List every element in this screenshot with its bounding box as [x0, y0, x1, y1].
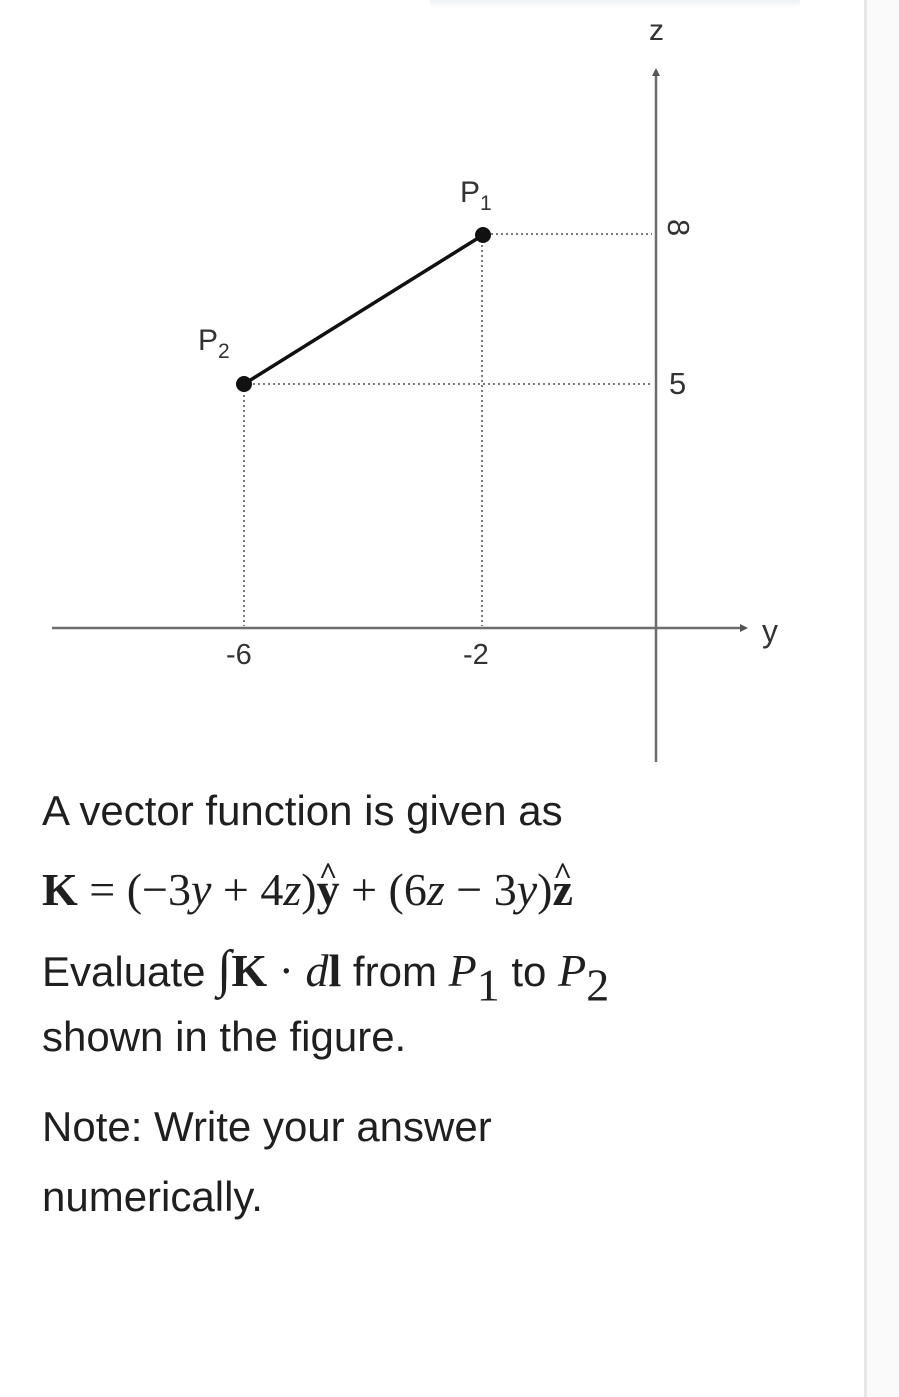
evaluate-prefix: Evaluate	[42, 948, 218, 995]
tick-z-8: 8	[661, 219, 696, 237]
eq-part3: + (6	[339, 864, 427, 915]
z-axis-label: z	[649, 14, 664, 47]
integral-dot: ·	[267, 945, 306, 996]
to-word: to	[499, 948, 559, 995]
eq-part1: = (−3	[77, 864, 191, 915]
note-line1: Note: Write your answer	[42, 1103, 492, 1150]
vector-equation	[42, 852, 842, 928]
point-p2-sub: 2	[218, 340, 230, 363]
point-p1-name: P	[460, 176, 481, 209]
eq-close1: )	[301, 864, 317, 915]
note-line2: numerically.	[42, 1173, 263, 1220]
shown-line: shown in the figure.	[42, 1013, 407, 1060]
from-word: from	[341, 948, 449, 995]
p2-symbol: P	[558, 945, 587, 996]
tick-y-neg2: -2	[463, 639, 489, 671]
eq-y1: y	[190, 864, 212, 915]
note-text	[42, 1092, 842, 1232]
integral-d: d	[305, 945, 329, 996]
integral-l: l	[328, 945, 342, 996]
y-axis-label: y	[762, 613, 778, 649]
eq-part4: − 3	[444, 864, 517, 915]
tick-z-5: 5	[669, 366, 687, 401]
dotted-guides	[244, 234, 652, 626]
eq-part2: + 4	[211, 864, 284, 915]
eq-z1: z	[283, 864, 302, 915]
point-p1-marker	[475, 227, 491, 243]
p1-subscript: 1	[476, 959, 500, 1011]
point-p2-marker	[236, 376, 252, 392]
eq-zhat: z ^	[552, 852, 572, 928]
point-p1-label	[460, 176, 492, 215]
segment-p1-p2	[244, 235, 483, 384]
tick-y-neg6: -6	[226, 639, 252, 671]
point-p2-label	[198, 324, 230, 363]
evaluate-line	[42, 932, 842, 1010]
eq-z2: z	[426, 864, 445, 915]
point-p2-name: P	[198, 324, 219, 357]
integral-sign: ∫	[217, 941, 232, 998]
p1-symbol: P	[448, 945, 477, 996]
point-p1-sub: 1	[480, 192, 492, 215]
question-intro: A vector function is given as	[42, 787, 563, 834]
p2-subscript: 2	[586, 959, 610, 1011]
eq-yhat: y ^	[317, 852, 340, 928]
integral-K: K	[231, 945, 268, 996]
eq-close2: )	[537, 864, 553, 915]
question-text	[42, 778, 842, 1232]
scrollbar-track[interactable]	[864, 0, 899, 1397]
eq-y2: y	[516, 864, 538, 915]
eq-K: K	[42, 864, 78, 915]
